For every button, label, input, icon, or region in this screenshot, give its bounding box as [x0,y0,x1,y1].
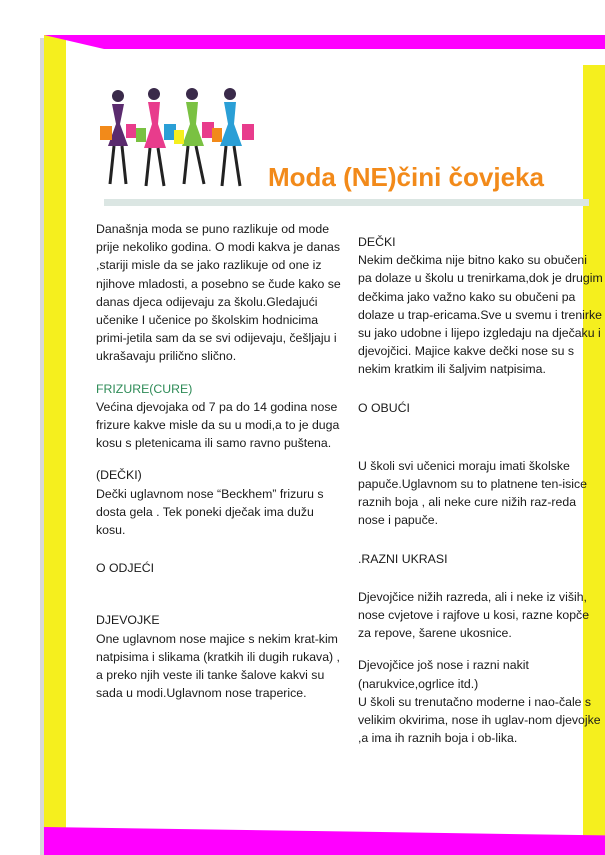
intro-paragraph: Današnja moda se puno razlikuje od mode prije nekoliko godina. O modi kakva je danas ,stariji misle da se jako razlikuje od one iz njihove mladosti, a posebno se čude kako se danas djeca odijevaju za školu.Gledajući učenike I učenice po školskim hodnicima primi-jetila sam da se svi odijevaju, češljaju i ukrašavaju prilično slično. [96,222,341,364]
ukrasi-paragraph-2: Djevojčice još nose i razni nakit (narukvice,ogrlice itd.) [358,658,529,691]
decki-hair-heading: (DEČKI) [96,468,142,483]
ukrasi-heading: .RAZNI UKRASI [358,551,448,566]
decki-clothes-paragraph: Nekim dečkima nije bitno kako su obučeni pa dolaze u školu u trenirkama,dok je drugim dečkima jako važno kako su obučeni pa dolaze u trap-ericama.Sve u svemu i trenirke su jako udobne i lijepo izgledaju na dječaku i djevojčici. Majice kakve dečki nose su s nekim kratkim ili šaljvim natpisima. [358,253,603,377]
page-content [66,49,603,827]
frizure-heading: FRIZURE(CURE) [96,381,193,396]
djevojke-heading: DJEVOJKE [96,613,160,628]
girl-figure-icon [100,90,136,184]
document-page [44,35,605,855]
title-underline [104,199,589,206]
left-column [96,220,341,702]
girl-figure-icon [174,88,214,184]
obuci-heading: O OBUĆI [358,400,410,415]
obuci-paragraph: U školi svi učenici moraju imati školske papuče.Uglavnom su to platnene ten-isice raznih boja , ali neke cure nižih raz-reda nose i papuče. [358,458,587,528]
shopping-girls-illustration [96,84,261,194]
magenta-bottom-bar [44,827,605,855]
ukrasi-paragraph-1: Djevojčice nižih razreda, ali i neke iz viših, nose cvjetove i rajfove u kosi, razne kopče za repove, šarene ukosnice. [358,589,590,641]
decki-clothes-heading: DEČKI [358,235,396,249]
odjeci-heading: O ODJEĆI [96,561,155,576]
djevojke-paragraph: One uglavnom nose majice s nekim krat-kim natpisima i slikama (kratkih ili dugih rukava) , a preko njih veste ili tanke šalove kakvi su sada u modi.Uglavnom nose traperice. [96,631,340,701]
girl-figure-icon [136,88,176,186]
frizure-paragraph: Većina djevojaka od 7 pa do 14 godina nose frizure kakve misle da su u modi,a to je duga kosu s pletenicama ili samo ravno puštena. [96,399,340,451]
yellow-left-bar [44,35,66,855]
page-title: Moda (NE)čini čovjeka [268,162,544,192]
right-column [358,233,603,747]
decki-hair-paragraph: Dečki uglavnom nose “Beckhem” frizuru s dosta gela . Tek poneki dječak ima dužu kosu. [96,486,324,538]
magenta-top-bar [44,35,605,49]
girl-figure-icon [212,88,254,186]
ukrasi-paragraph-3: U školi su trenutačno moderne i nao-čale s velikim okvirima, nose ih uglav-nom djevojke ,a ima ih raznih boja i ob-lika. [358,694,601,746]
